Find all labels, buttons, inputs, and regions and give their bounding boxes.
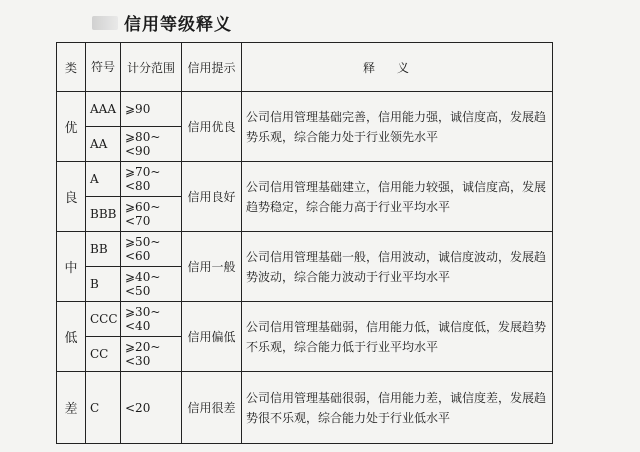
category-cell: 优 [57,92,86,162]
header-range: 计分范围 [121,43,182,92]
category-cell: 低 [57,302,86,372]
category-cell: 良 [57,162,86,232]
definition-cell: 公司信用管理基础很弱，信用能力差，诚信度差，发展趋势很不乐观，综合能力处于行业低水平 [242,372,553,444]
table-row [57,302,553,337]
table-row [57,162,553,197]
symbol-cell: AA [86,127,121,162]
definition-cell: 公司信用管理基础建立，信用能力较强，诚信度高，发展趋势稳定，综合能力高于行业平均水平 [242,162,553,232]
header-symbol: 符号 [86,43,121,92]
header-definition: 释义 [242,43,553,92]
range-cell: ⩾50~<60 [121,232,182,267]
range-cell: <20 [121,372,182,444]
range-cell: ⩾80~<90 [121,127,182,162]
range-cell: ⩾30~<40 [121,302,182,337]
credit-rating-table [56,42,553,444]
symbol-cell: BBB [86,197,121,232]
table-row [57,92,553,127]
symbol-cell: CCC [86,302,121,337]
table-header-row [57,43,553,92]
range-cell: ⩾90 [121,92,182,127]
range-cell: ⩾40~<50 [121,267,182,302]
range-cell: ⩾20~<30 [121,337,182,372]
hint-cell: 信用一般 [182,232,242,302]
hint-cell: 信用良好 [182,162,242,232]
range-cell: ⩾70~<80 [121,162,182,197]
header-category: 类 [57,43,86,92]
symbol-cell: AAA [86,92,121,127]
heading-marker-icon [92,16,118,30]
symbol-cell: B [86,267,121,302]
category-cell: 中 [57,232,86,302]
symbol-cell: A [86,162,121,197]
table-row [57,232,553,267]
hint-cell: 信用很差 [182,372,242,444]
range-cell: ⩾60~<70 [121,197,182,232]
symbol-cell: BB [86,232,121,267]
hint-cell: 信用偏低 [182,302,242,372]
header-hint: 信用提示 [182,43,242,92]
category-cell: 差 [57,372,86,444]
symbol-cell: CC [86,337,121,372]
page-title: 信用等级释义 [124,15,232,35]
hint-cell: 信用优良 [182,92,242,162]
definition-cell: 公司信用管理基础弱，信用能力低，诚信度低，发展趋势不乐观，综合能力低于行业平均水平 [242,302,553,372]
definition-cell: 公司信用管理基础完善，信用能力强，诚信度高，发展趋势乐观，综合能力处于行业领先水平 [242,92,553,162]
section-heading [92,10,232,35]
table-row [57,372,553,444]
definition-cell: 公司信用管理基础一般，信用波动，诚信度波动，发展趋势波动，综合能力波动于行业平均水平 [242,232,553,302]
symbol-cell: C [86,372,121,444]
